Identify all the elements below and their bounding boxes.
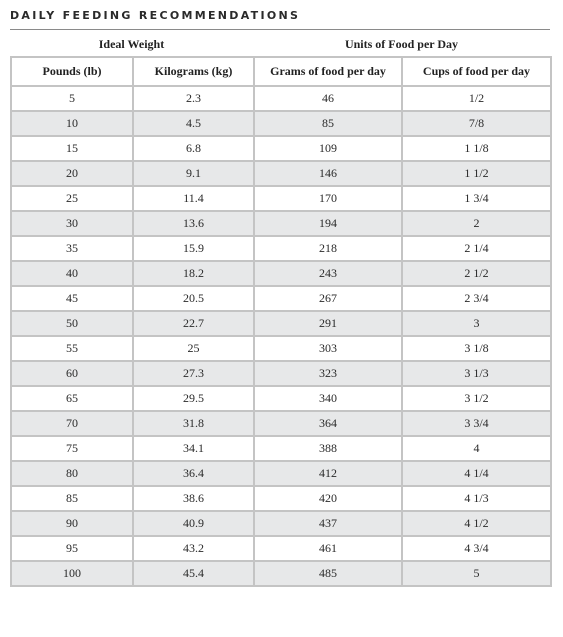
cell-kilograms: 18.2 <box>133 261 254 286</box>
table-row <box>11 561 551 586</box>
cell-kilograms: 6.8 <box>133 136 254 161</box>
cell-cups: 3 3/4 <box>402 411 551 436</box>
cell-grams: 194 <box>254 211 402 236</box>
table-row <box>11 286 551 311</box>
table-row <box>11 411 551 436</box>
cell-grams: 170 <box>254 186 402 211</box>
cell-grams: 109 <box>254 136 402 161</box>
cell-grams: 340 <box>254 386 402 411</box>
cell-cups: 4 <box>402 436 551 461</box>
cell-cups: 4 1/2 <box>402 511 551 536</box>
cell-cups: 4 1/4 <box>402 461 551 486</box>
cell-kilograms: 11.4 <box>133 186 254 211</box>
cell-cups: 1 3/4 <box>402 186 551 211</box>
cell-pounds: 70 <box>11 411 133 436</box>
cell-kilograms: 15.9 <box>133 236 254 261</box>
cell-pounds: 55 <box>11 336 133 361</box>
cell-grams: 323 <box>254 361 402 386</box>
cell-cups: 5 <box>402 561 551 586</box>
cell-pounds: 95 <box>11 536 133 561</box>
cell-grams: 85 <box>254 111 402 136</box>
table-row <box>11 236 551 261</box>
cell-cups: 1/2 <box>402 86 551 111</box>
cell-kilograms: 2.3 <box>133 86 254 111</box>
cell-kilograms: 4.5 <box>133 111 254 136</box>
cell-grams: 291 <box>254 311 402 336</box>
cell-kilograms: 40.9 <box>133 511 254 536</box>
table-row <box>11 436 551 461</box>
cell-cups: 3 1/8 <box>402 336 551 361</box>
cell-grams: 412 <box>254 461 402 486</box>
table-row <box>11 511 551 536</box>
cell-pounds: 5 <box>11 86 133 111</box>
cell-pounds: 90 <box>11 511 133 536</box>
page-title: DAILY FEEDING RECOMMENDATIONS <box>10 9 301 22</box>
cell-cups: 2 <box>402 211 551 236</box>
cell-cups: 3 1/2 <box>402 386 551 411</box>
cell-kilograms: 43.2 <box>133 536 254 561</box>
cell-kilograms: 31.8 <box>133 411 254 436</box>
cell-pounds: 50 <box>11 311 133 336</box>
table-row <box>11 461 551 486</box>
table-row <box>11 111 551 136</box>
cell-pounds: 40 <box>11 261 133 286</box>
table-row <box>11 261 551 286</box>
table-row <box>11 86 551 111</box>
table-row <box>11 161 551 186</box>
cell-pounds: 15 <box>11 136 133 161</box>
cell-pounds: 100 <box>11 561 133 586</box>
cell-cups: 4 1/3 <box>402 486 551 511</box>
cell-kilograms: 27.3 <box>133 361 254 386</box>
cell-cups: 2 1/2 <box>402 261 551 286</box>
cell-kilograms: 36.4 <box>133 461 254 486</box>
cell-cups: 2 1/4 <box>402 236 551 261</box>
cell-cups: 3 1/3 <box>402 361 551 386</box>
cell-pounds: 75 <box>11 436 133 461</box>
cell-pounds: 45 <box>11 286 133 311</box>
cell-cups: 1 1/8 <box>402 136 551 161</box>
cell-grams: 437 <box>254 511 402 536</box>
cell-pounds: 60 <box>11 361 133 386</box>
cell-grams: 267 <box>254 286 402 311</box>
table-row <box>11 536 551 561</box>
column-header-kilograms: Kilograms (kg) <box>133 57 254 86</box>
group-header-row <box>10 34 550 56</box>
table-row <box>11 311 551 336</box>
cell-grams: 146 <box>254 161 402 186</box>
cell-kilograms: 34.1 <box>133 436 254 461</box>
cell-grams: 388 <box>254 436 402 461</box>
cell-pounds: 35 <box>11 236 133 261</box>
table-row <box>11 136 551 161</box>
cell-grams: 46 <box>254 86 402 111</box>
cell-kilograms: 45.4 <box>133 561 254 586</box>
cell-kilograms: 20.5 <box>133 286 254 311</box>
group-header-units-of-food: Units of Food per Day <box>344 37 459 51</box>
cell-cups: 1 1/2 <box>402 161 551 186</box>
cell-kilograms: 13.6 <box>133 211 254 236</box>
cell-kilograms: 25 <box>133 336 254 361</box>
cell-pounds: 85 <box>11 486 133 511</box>
table-row <box>11 486 551 511</box>
cell-grams: 461 <box>254 536 402 561</box>
cell-grams: 218 <box>254 236 402 261</box>
table-body <box>11 86 551 586</box>
cell-pounds: 20 <box>11 161 133 186</box>
column-header-cups: Cups of food per day <box>402 57 551 86</box>
table-row <box>11 361 551 386</box>
table-row <box>11 386 551 411</box>
column-header-pounds: Pounds (lb) <box>11 57 133 86</box>
cell-grams: 364 <box>254 411 402 436</box>
group-header-ideal-weight: Ideal Weight <box>98 37 165 51</box>
cell-grams: 243 <box>254 261 402 286</box>
cell-grams: 420 <box>254 486 402 511</box>
cell-cups: 7/8 <box>402 111 551 136</box>
cell-pounds: 30 <box>11 211 133 236</box>
title-divider <box>10 29 550 30</box>
column-header-grams: Grams of food per day <box>254 57 402 86</box>
cell-cups: 2 3/4 <box>402 286 551 311</box>
cell-cups: 4 3/4 <box>402 536 551 561</box>
cell-kilograms: 22.7 <box>133 311 254 336</box>
cell-grams: 303 <box>254 336 402 361</box>
table-row <box>11 336 551 361</box>
cell-pounds: 25 <box>11 186 133 211</box>
table-row <box>11 211 551 236</box>
cell-cups: 3 <box>402 311 551 336</box>
cell-pounds: 65 <box>11 386 133 411</box>
feeding-table <box>10 56 552 587</box>
cell-grams: 485 <box>254 561 402 586</box>
cell-kilograms: 38.6 <box>133 486 254 511</box>
cell-kilograms: 9.1 <box>133 161 254 186</box>
table-header-row <box>11 57 551 86</box>
table-row <box>11 186 551 211</box>
cell-pounds: 10 <box>11 111 133 136</box>
cell-kilograms: 29.5 <box>133 386 254 411</box>
cell-pounds: 80 <box>11 461 133 486</box>
